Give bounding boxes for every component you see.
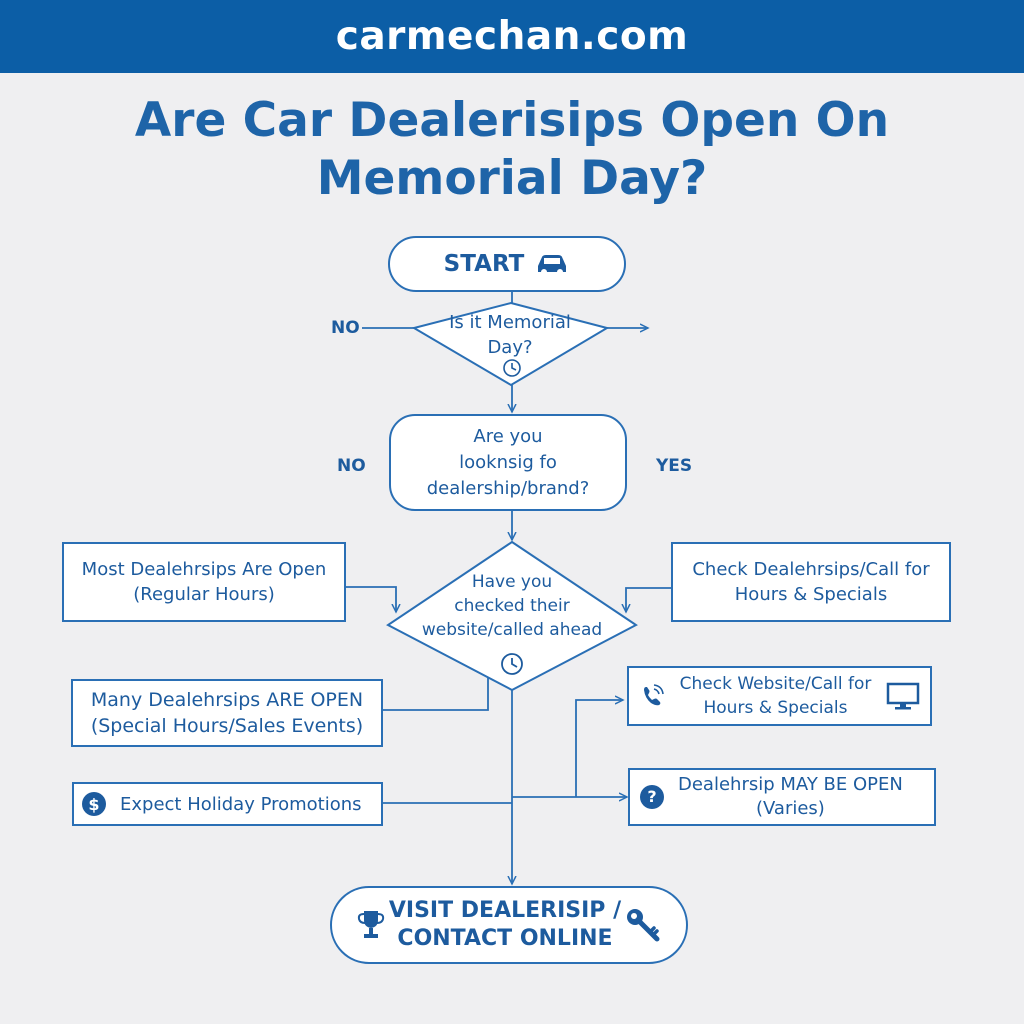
check-website-box[interactable] bbox=[627, 666, 932, 726]
dollar-icon: $ bbox=[82, 792, 106, 816]
promotions-text: Expect Holiday Promotions bbox=[120, 793, 362, 815]
most-open-text-1: Most Dealehrsips Are Open bbox=[81, 559, 327, 580]
page-title-line-1: Are Car Dealerisips Open On bbox=[134, 93, 890, 148]
decision-checked-text-1: Have you bbox=[471, 572, 553, 592]
decision-memorial-day[interactable] bbox=[430, 310, 590, 360]
may-open-text-2: (Varies) bbox=[755, 798, 825, 819]
may-open-text-1: Dealehrsip MAY BE OPEN bbox=[678, 774, 903, 795]
decision-memorial-text-2: Day? bbox=[487, 337, 533, 358]
monitor-icon bbox=[886, 681, 920, 711]
connector-check-website bbox=[576, 700, 623, 797]
many-open-box[interactable] bbox=[71, 679, 383, 747]
check-website-text-1: Check Website/Call for bbox=[679, 674, 872, 694]
many-open-text-1: Many Dealehrsips ARE OPEN bbox=[90, 689, 364, 711]
decision-checked-text-2: checked their bbox=[454, 596, 570, 616]
check-website-text-2: Hours & Specials bbox=[703, 698, 848, 718]
visit-text-2: CONTACT ONLINE bbox=[397, 926, 613, 951]
decision-looking-text-1: Are you bbox=[473, 425, 543, 447]
page-title-line-2: Memorial Day? bbox=[316, 151, 708, 206]
start-label: START bbox=[443, 251, 525, 277]
question-icon: ? bbox=[640, 785, 664, 809]
visit-text-1: VISIT DEALERISIP / bbox=[388, 898, 622, 923]
connector-check-dealer bbox=[626, 588, 671, 612]
car-icon bbox=[534, 252, 570, 276]
decision-memorial-text-1: Is it Memorial bbox=[449, 312, 571, 333]
decision-looking-text-3: dealership/brand? bbox=[426, 477, 590, 499]
connector-most-open bbox=[346, 587, 396, 612]
phone-icon bbox=[639, 683, 665, 709]
decision-checked-text-3: website/called ahead bbox=[421, 620, 603, 640]
trophy-icon bbox=[356, 908, 386, 942]
may-open-box[interactable] bbox=[628, 768, 936, 826]
decision-looking-for-brand[interactable] bbox=[389, 414, 627, 511]
visit-dealership-node[interactable] bbox=[330, 886, 688, 964]
decision-looking-text-2: looknsig fo bbox=[459, 451, 557, 473]
connector-many-open bbox=[383, 678, 488, 710]
decision-checked-ahead[interactable] bbox=[412, 570, 612, 642]
start-node[interactable] bbox=[388, 236, 626, 292]
no-label: NO bbox=[331, 318, 360, 338]
check-dealer-box[interactable] bbox=[671, 542, 951, 622]
yes-label: YES bbox=[656, 456, 693, 476]
check-dealer-text-1: Check Dealehrsips/Call for bbox=[692, 559, 930, 580]
check-dealer-text-2: Hours & Specials bbox=[734, 584, 888, 605]
most-open-text-2: (Regular Hours) bbox=[133, 584, 275, 605]
no-label: NO bbox=[337, 456, 366, 476]
site-name[interactable]: carmechan.com bbox=[335, 14, 689, 59]
key-icon bbox=[624, 906, 662, 944]
many-open-text-2: (Special Hours/Sales Events) bbox=[90, 715, 364, 737]
most-open-box[interactable] bbox=[62, 542, 346, 622]
promotions-box[interactable] bbox=[72, 782, 383, 826]
